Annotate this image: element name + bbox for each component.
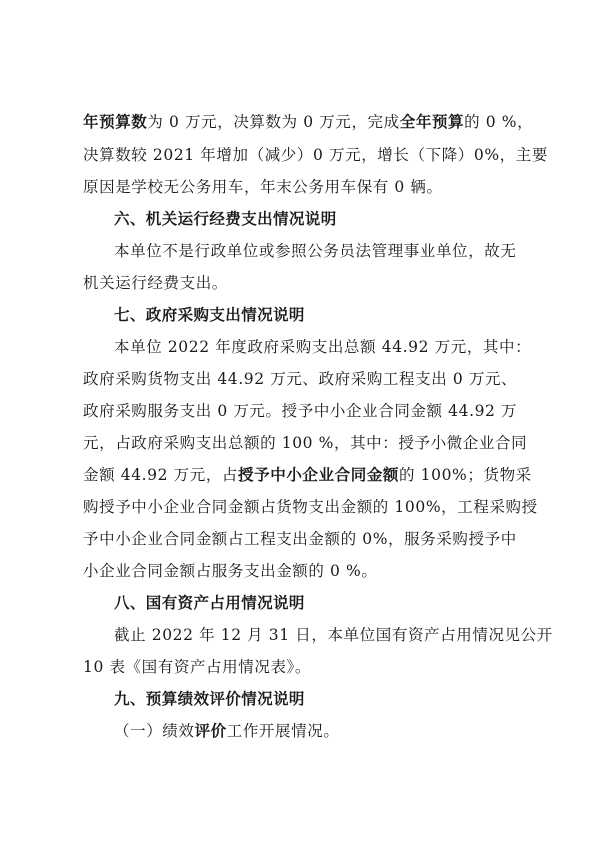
- paragraph-line: 10 表《国有资产占用情况表》。: [83, 658, 312, 676]
- paragraph-line: 政府采购服务支出 0 万元。授予中小企业合同金额 44.92 万: [83, 402, 518, 420]
- paragraph-line: 予中小企业合同金额占工程支出金额的 0%，服务采购授予中: [83, 530, 517, 548]
- paragraph-line: 购授予中小企业合同金额占货物支出金额的 100%，工程采购授: [83, 498, 538, 516]
- section-heading-9: 九、预算绩效评价情况说明: [114, 690, 305, 708]
- bold-text: 授予中小企业合同金额: [238, 466, 400, 484]
- section-heading-7: 七、政府采购支出情况说明: [114, 306, 305, 324]
- bold-text: 评价: [194, 722, 227, 740]
- paragraph-line: [83, 112, 534, 132]
- paragraph-line: 本单位不是行政单位或参照公务员法管理事业单位，故无: [114, 242, 517, 260]
- bold-text: 年预算数: [83, 113, 148, 131]
- text: 金额 44.92 万元，占: [83, 466, 239, 484]
- paragraph-line: 元，占政府采购支出总额的 100 %，其中：授予小微企业合同: [83, 434, 528, 452]
- paragraph-line: 决算数较 2021 年增加（减少）0 万元，增长（下降）0%，主要: [83, 146, 548, 164]
- text: 的 0 %，: [464, 113, 534, 131]
- section-heading-8: 八、国有资产占用情况说明: [114, 594, 305, 612]
- paragraph-line: [83, 465, 532, 485]
- paragraph-line: [114, 721, 524, 741]
- section-heading-6: 六、机关运行经费支出情况说明: [114, 210, 337, 228]
- paragraph-line: 截止 2022 年 12 月 31 日，本单位国有资产占用情况见公开: [114, 626, 553, 644]
- text: （一）绩效: [114, 722, 195, 740]
- paragraph-line: 原因是学校无公务用车，年末公务用车保有 0 辆。: [83, 178, 443, 196]
- text: 工作开展情况。: [226, 722, 340, 740]
- paragraph-line: 机关运行经费支出。: [83, 274, 228, 292]
- paragraph-line: 小企业合同金额占服务支出金额的 0 %。: [83, 562, 378, 580]
- paragraph-line: 本单位 2022 年度政府采购支出总额 44.92 万元，其中：: [114, 338, 532, 356]
- text: 为 0 万元，决算数为 0 万元，完成: [147, 113, 400, 131]
- bold-text: 全年预算: [399, 113, 465, 131]
- paragraph-line: 政府采购货物支出 44.92 万元、政府采购工程支出 0 万元、: [83, 370, 518, 388]
- text: 的 100%；货物采: [399, 466, 532, 484]
